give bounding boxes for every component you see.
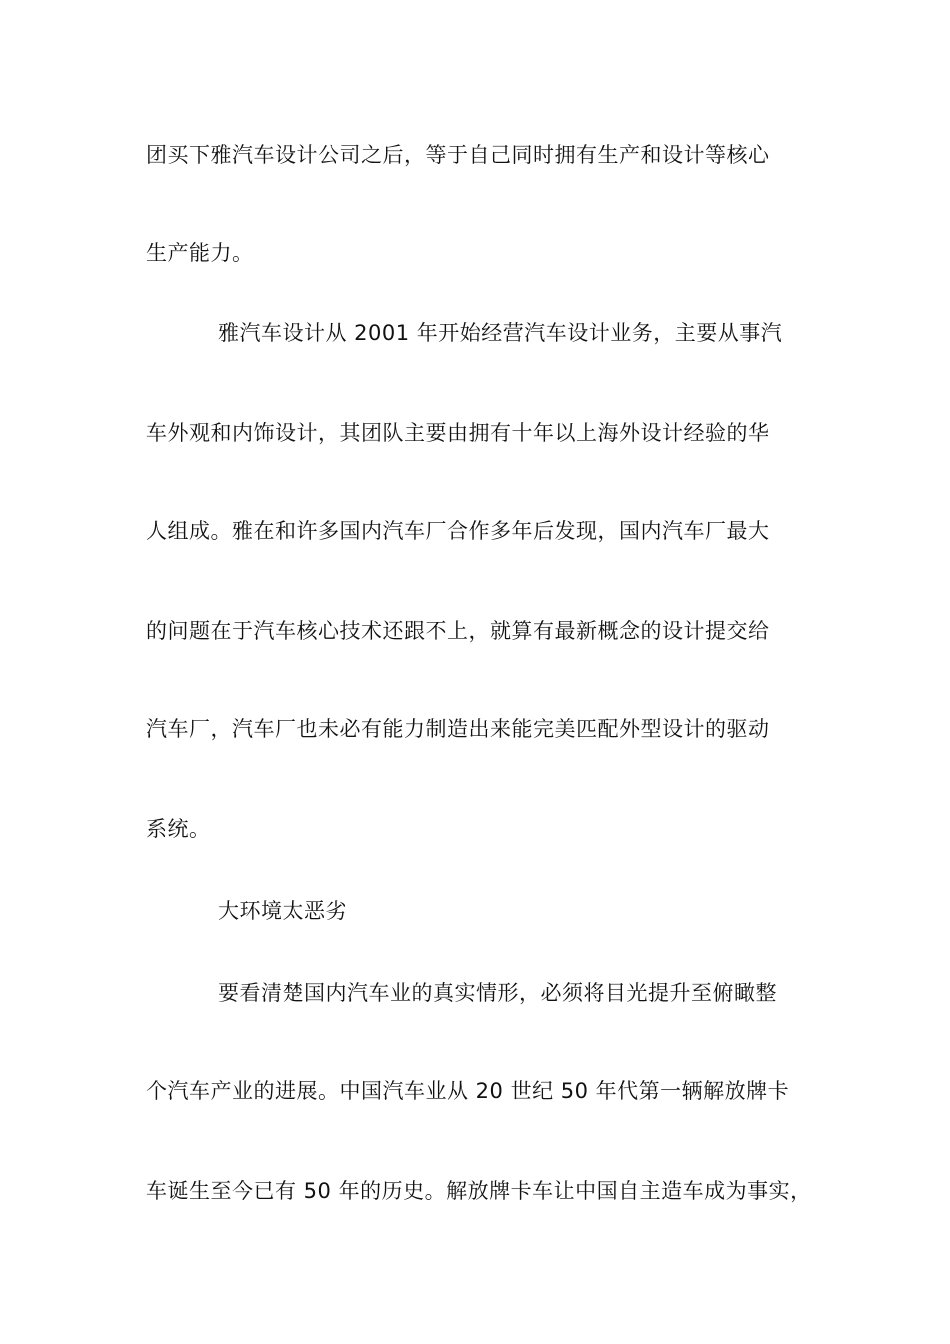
paragraph-line: 系统。 [146,817,211,841]
paragraph-line: 个汽车产业的进展。中国汽车业从 20 世纪 50 年代第一辆解放牌卡 [146,1079,790,1103]
paragraph-line: 要看清楚国内汽车业的真实情形，必须将目光提升至俯瞰整 [218,981,777,1005]
paragraph-line: 生产能力。 [146,241,254,265]
paragraph-line: 雅汽车设计从 2001 年开始经营汽车设计业务，主要从事汽 [218,321,783,345]
section-heading: 大环境太恶劣 [218,899,347,923]
paragraph-line: 车外观和内饰设计，其团队主要由拥有十年以上海外设计经验的华 [146,421,770,445]
paragraph-line: 人组成。雅在和许多国内汽车厂合作多年后发现，国内汽车厂最大 [146,519,770,543]
paragraph-line: 汽车厂，汽车厂也未必有能力制造出来能完美匹配外型设计的驱动 [146,717,770,741]
paragraph-line: 团买下雅汽车设计公司之后，等于自己同时拥有生产和设计等核心 [146,143,770,167]
paragraph-line: 的问题在于汽车核心技术还跟不上，就算有最新概念的设计提交给 [146,619,770,643]
paragraph-line: 车诞生至今已有 50 年的历史。解放牌卡车让中国自主造车成为事实， [146,1179,812,1203]
